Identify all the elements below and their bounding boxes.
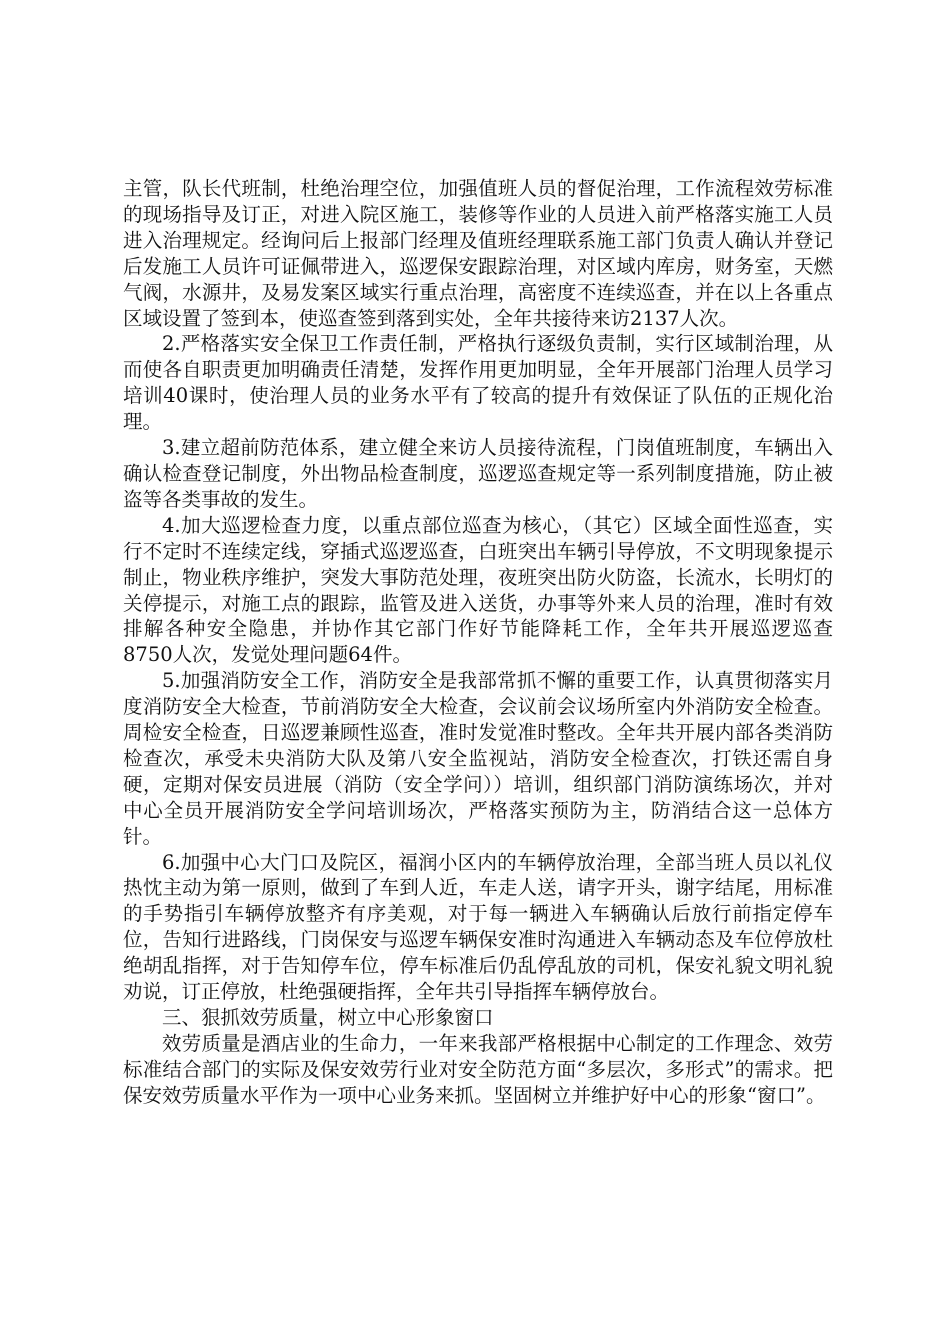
paragraph-item-2: 2.严格落实安全保卫工作责任制，严格执行逐级负责制，实行区域制治理，从而使各自职责更加明确责任清楚，发挥作用更加明显，全年开展部门治理人员学习培训40课时，使治理人员的业务水平有了较高的提升有效保证了队伍的正规化治理。 (123, 332, 833, 434)
section-heading: 三、狠抓效劳质量，树立中心形象窗口 (162, 1006, 494, 1029)
paragraph-item-5: 5.加强消防安全工作，消防安全是我部常抓不懈的重要工作，认真贯彻落实月度消防安全大检查，节前消防安全大检查，会议前会议场所室内外消防安全检查。周检安全检查，日巡逻兼顾性巡查，准时发觉准时整改。全年共开展内部各类消防检查次，承受未央消防大队及第八安全监视站，消防安全检查次，打铁还需自身硬，定期对保安员进展（消防（安全学问））培训，组织部门消防演练场次，并对中心全员开展消防安全学问培训场次，严格落实预防为主，防消结合这一总体方针。 (123, 669, 833, 848)
paragraph-continuation: 主管，队长代班制，杜绝治理空位，加强值班人员的督促治理，工作流程效劳标准的现场指导及订正，对进入院区施工，装修等作业的人员进入前严格落实施工人员进入治理规定。经询问后上报部门经理及值班经理联系施工部门负责人确认并登记后发施工人员许可证佩带进入，巡逻保安跟踪治理，对区域内库房，财务室，天燃气阀，水源井，及易发案区域实行重点治理，高密度不连续巡查，并在以上各重点区域设置了签到本，使巡查签到落到实处，全年共接待来访2137人次。 (123, 177, 833, 330)
document-body (123, 176, 833, 1109)
paragraph-item-6: 6.加强中心大门口及院区，福润小区内的车辆停放治理，全部当班人员以礼仪热忱主动为第一原则，做到了车到人近，车走人送，请字开头，谢字结尾，用标准的手势指引车辆停放整齐有序美观，对于每一辆进入车辆确认后放行前指定停车位，告知行进路线，门岗保安与巡逻车辆保安准时沟通进入车辆动态及车位停放杜绝胡乱指挥，对于告知停车位，停车标准后仍乱停乱放的司机，保安礼貌文明礼貌劝说，订正停放，杜绝强硬指挥，全年共引导指挥车辆停放台。 (123, 850, 833, 1004)
paragraph-item-3: 3.建立超前防范体系，建立健全来访人员接待流程，门岗值班制度，车辆出入确认检查登记制度，外出物品检查制度，巡逻巡查规定等一系列制度措施，防止被盗等各类事故的发生。 (123, 436, 833, 511)
paragraph-service-quality: 效劳质量是酒店业的生命力，一年来我部严格根据中心制定的工作理念、效劳标准结合部门的实际及保安效劳行业对安全防范方面“多层次，多形式”的需求。把保安效劳质量水平作为一项中心业务来抓。坚固树立并维护好中心的形象“窗口”。 (123, 1031, 833, 1107)
paragraph-item-4: 4.加大巡逻检查力度，以重点部位巡查为核心，（其它）区域全面性巡查，实行不定时不连续定线，穿插式巡逻巡查，白班突出车辆引导停放，不文明现象提示制止，物业秩序维护，突发大事防范处理，夜班突出防火防盗，长流水，长明灯的关停提示，对施工点的跟踪，监管及进入送货，办事等外来人员的治理，准时有效排解各种安全隐患，并协作其它部门作好节能降耗工作，全年共开展巡逻巡查8750人次，发觉处理问题64件。 (123, 513, 833, 667)
